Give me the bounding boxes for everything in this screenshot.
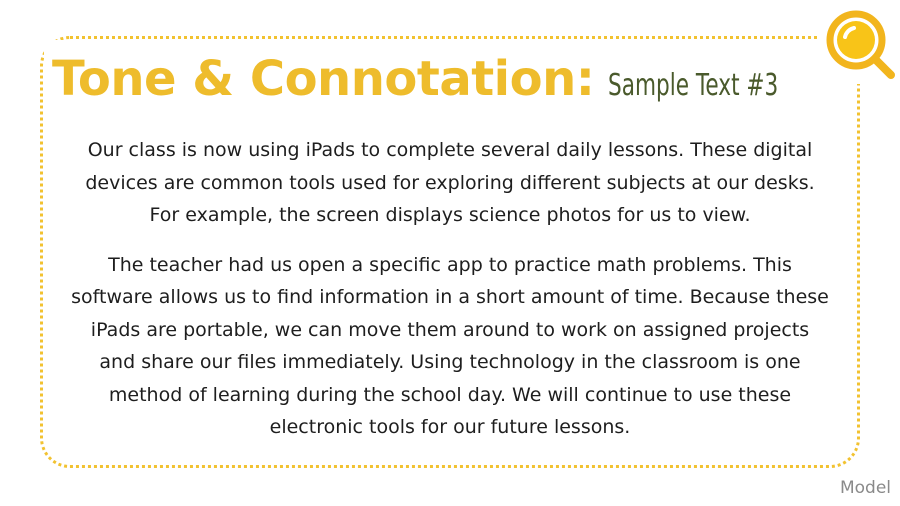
title-subtitle: Sample Text #3 bbox=[608, 68, 779, 103]
slide-title bbox=[44, 40, 853, 118]
paragraph-1: Our class is now using iPads to complete several daily lessons. These digital devices are common tools used for exploring different subjects at our desks. For example, the screen displays science photos for us to view. bbox=[85, 139, 815, 226]
footer-label: Model bbox=[839, 478, 891, 498]
title-main: Tone & Connotation: bbox=[52, 51, 595, 107]
body-text bbox=[50, 134, 850, 444]
magnifying-glass-icon bbox=[818, 4, 900, 84]
paragraph-2: The teacher had us open a specific app to practice math problems. This software allows us to find information in a short amount of time. Because these iPads are portable, we can move them around to work on assigned projects and share our files immediately. Using technology in the classroom is one method of learning during the school day. We will continue to use these electronic tools for our future lessons. bbox=[71, 253, 829, 438]
